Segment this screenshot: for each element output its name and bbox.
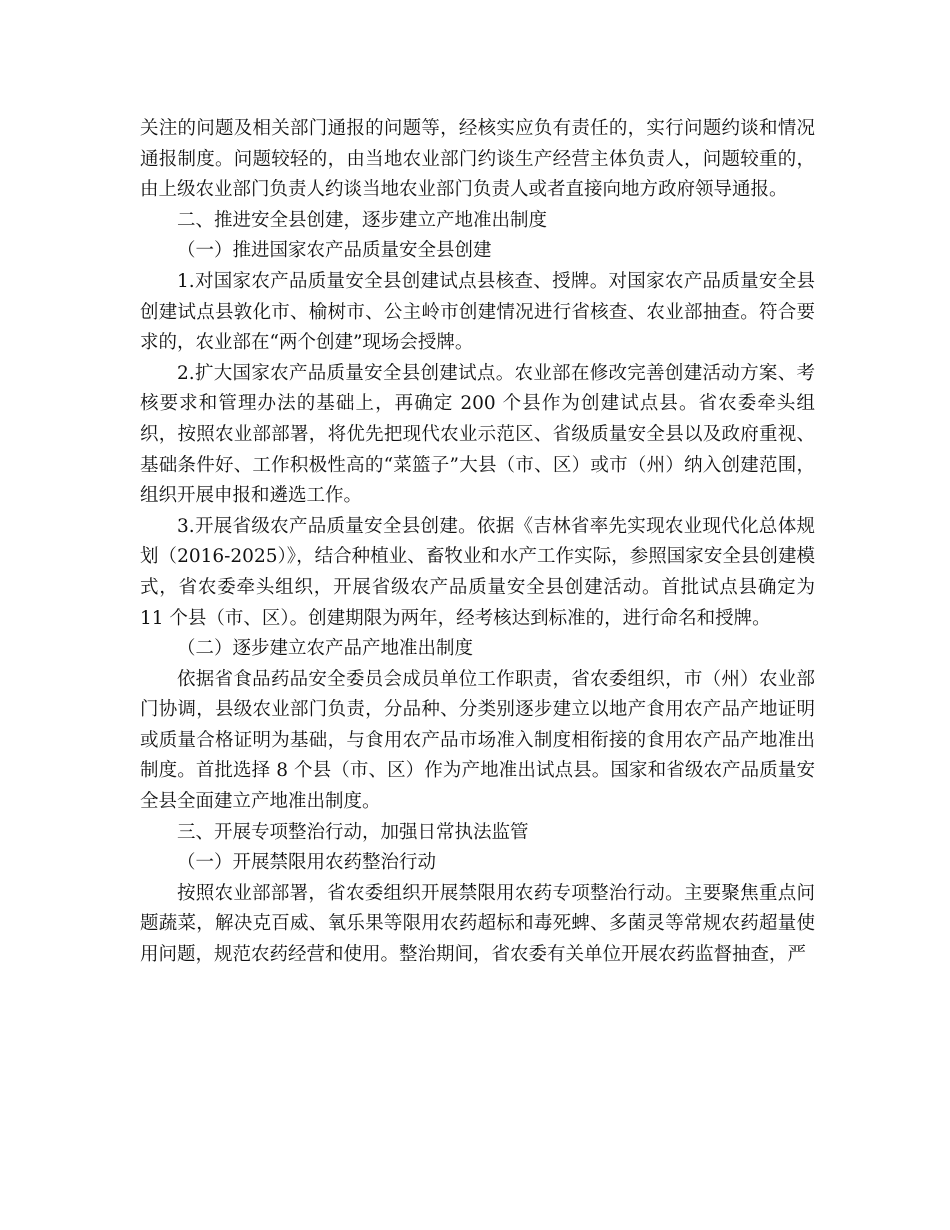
body-paragraph-origin-exit: 依据省食品药品安全委员会成员单位工作职责，省农委组织，市（州）农业部门协调，县级农业部门负责，分品种、分类别逐步建立以地产食用农产品产地证明或质量合格证明为基础，与食用农产品市场准入制度相衔接的食用农产品产地准出制度。首批选择 8 个县（市、区）作为产地准出试点县。国家和省级农产品质量安全县全面建立产地准出制度。 [140,668,815,813]
body-paragraph-item-1: 1.对国家农产品质量安全县创建试点县核查、授牌。对国家农产品质量安全县创建试点县敦化市、榆树市、公主岭市创建情况进行省核查、农业部抽查。符合要求的，农业部在“两个创建”现场会授牌。 [140,270,815,354]
document-body [140,114,815,971]
subsection-heading-two: （二）逐步建立农产品产地准出制度 [177,638,474,660]
subsection-heading-one: （一）推进国家农产品质量安全县创建 [177,240,492,262]
section-heading-three: 三、开展专项整治行动，加强日常执法监管 [177,821,529,843]
body-paragraph-continuation: 关注的问题及相关部门通报的问题等，经核实应负有责任的，实行问题约谈和情况通报制度。问题较轻的，由当地农业部门约谈生产经营主体负责人，问题较重的，由上级农业部门负责人约谈当地农业部门负责人或者直接向地方政府领导通报。 [140,118,815,201]
body-paragraph-item-2: 2.扩大国家农产品质量安全县创建试点。农业部在修改完善创建活动方案、考核要求和管理办法的基础上，再确定 200 个县作为创建试点县。省农委牵头组织，按照农业部部署，将优先把现代农业示范区、省级质量安全县以及政府重视、基础条件好、工作积极性高的“菜篮子”大县（市、区）或市（州）纳入创建范围，组织开展申报和遴选工作。 [140,362,815,507]
body-paragraph-pesticide: 按照农业部部署，省农委组织开展禁限用农药专项整治行动。主要聚焦重点问题蔬菜，解决克百威、氧乐果等限用农药超标和毒死蜱、多菌灵等常规农药超量使用问题，规范农药经营和使用。整治期间，省农委有关单位开展农药监督抽查，严 [140,882,815,966]
body-paragraph-item-3: 3.开展省级农产品质量安全县创建。依据《吉林省率先实现农业现代化总体规划（2016-2025）》，结合种植业、畜牧业和水产工作实际，参照国家安全县创建模式，省农委牵头组织，开展省级农产品质量安全县创建活动。首批试点县确定为 11 个县（市、区）。创建期限为两年，经考核达到标准的，进行命名和授牌。 [140,515,815,629]
section-heading-two: 二、推进安全县创建，逐步建立产地准出制度 [177,209,548,231]
subsection-heading-pesticide: （一）开展禁限用农药整治行动 [177,852,437,874]
